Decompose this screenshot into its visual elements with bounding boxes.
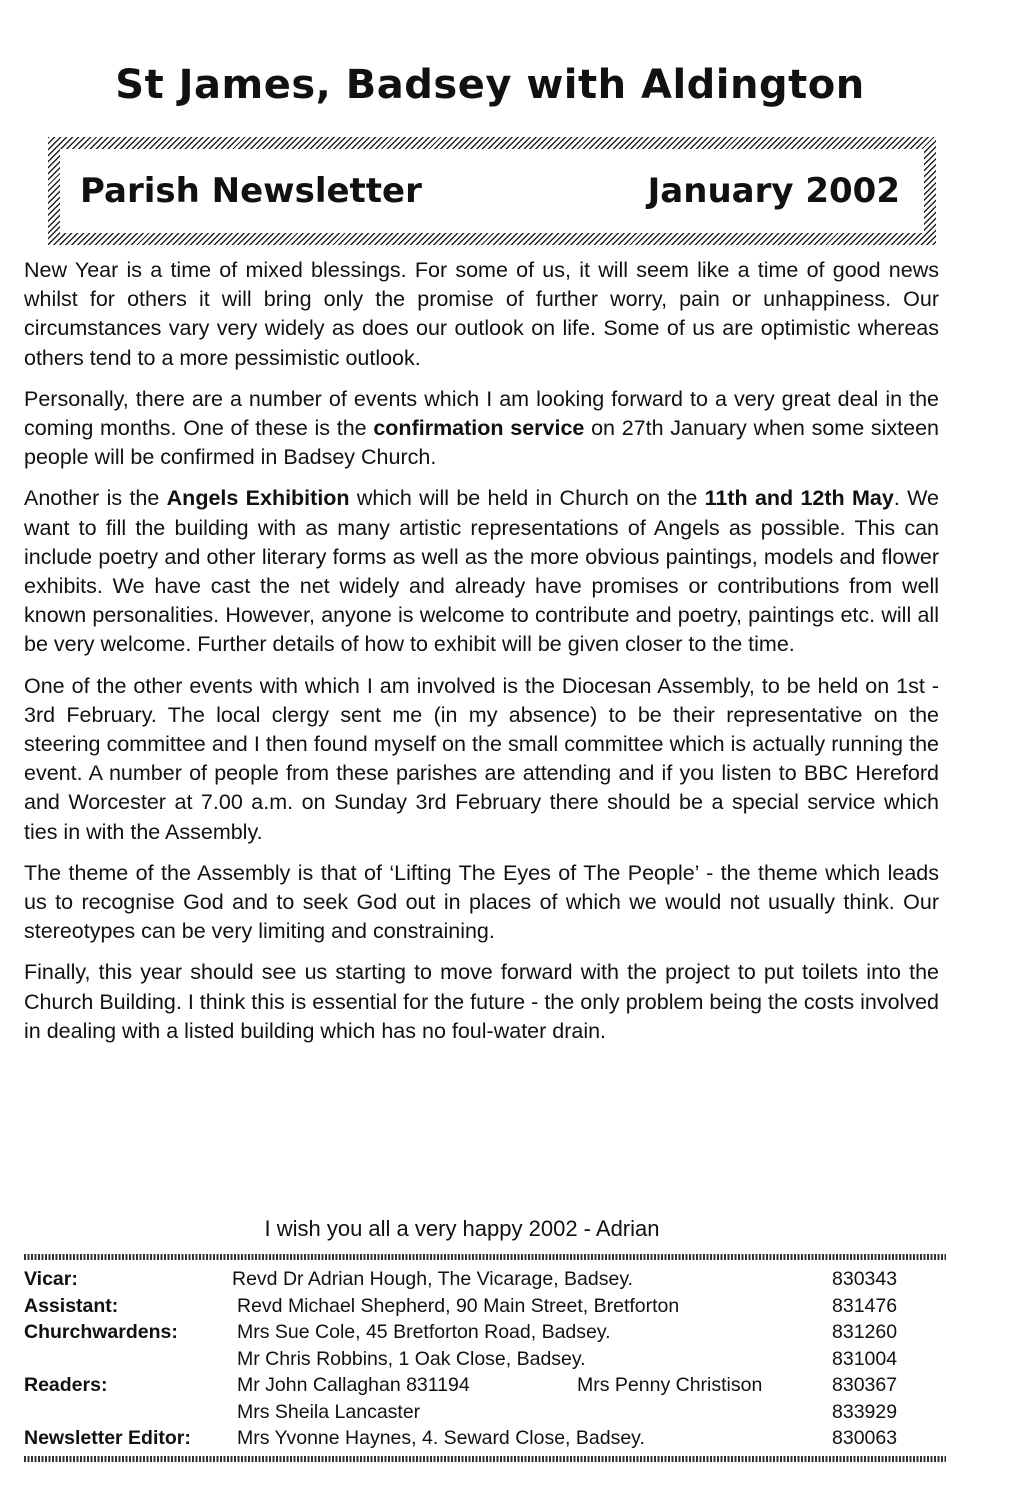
sign-off: I wish you all a very happy 2002 - Adrian xyxy=(264,1216,660,1241)
bold-confirmation-service: confirmation service xyxy=(373,416,585,441)
contact-name: Mrs Sue Cole, 45 Bretforton Road, Badsey. xyxy=(237,1321,611,1343)
contact-row-reader xyxy=(24,1399,924,1426)
contact-row-churchwarden xyxy=(24,1319,924,1346)
role-label: Vicar: xyxy=(24,1268,78,1290)
paragraph-toilets-project: Finally, this year should see us starting to move forward with the project to put toilets into the Church Building. I think this is essential for the future - the only problem being the costs involved in dealing with a listed building which has no foul-water drain. xyxy=(24,960,939,1043)
banner-inner xyxy=(60,149,924,233)
text-run: which will be held in Church on the xyxy=(349,486,705,511)
letter-body xyxy=(24,256,939,1058)
bold-angels-exhibition: Angels Exhibition xyxy=(166,486,350,511)
divider-top xyxy=(24,1254,946,1260)
page-title: St James, Badsey with Aldington xyxy=(115,62,865,108)
bold-exhibition-dates: 11th and 12th May xyxy=(704,486,894,511)
contact-phone: 830367 xyxy=(832,1374,898,1396)
text-run: on 27th January when some sixteen people will be confirmed in Badsey Church. xyxy=(24,416,940,470)
contact-row-vicar xyxy=(24,1266,924,1293)
role-label: Readers: xyxy=(24,1374,108,1396)
contact-phone: 830343 xyxy=(832,1268,898,1290)
contact-name-secondary: Mrs Penny Christison xyxy=(577,1374,763,1396)
contact-phone: 831260 xyxy=(832,1321,898,1343)
text-run: . We want to fill the building with as many artistic representations of Angels as possible. This can include poetry and other literary forms as well as the more obvious paintings, models and flower exhibits. We have cast the net widely and already have promises or contributions from well known personalities. However, anyone is welcome to contribute and poetry, paintings etc. will all be very welcome. Further details of how to exhibit will be given closer to the time. xyxy=(24,486,939,657)
divider-bottom xyxy=(24,1456,946,1462)
contact-name: Mrs Sheila Lancaster xyxy=(237,1400,421,1423)
contact-phone: 831004 xyxy=(832,1347,898,1370)
contact-row-assistant xyxy=(24,1293,924,1320)
banner-date: January 2002 xyxy=(647,171,900,211)
contact-phone: 830063 xyxy=(832,1427,898,1449)
role-label: Churchwardens: xyxy=(24,1321,178,1343)
paragraph-angels-exhibition xyxy=(24,484,939,659)
contact-row-readers xyxy=(24,1372,924,1399)
contacts-table xyxy=(24,1266,924,1452)
paragraph-diocesan-assembly: One of the other events with which I am involved is the Diocesan Assembly, to be held on 1st - 3rd February. The local clergy sent me (in my absence) to be their representative on the steering committee and I then found myself on the small committee which is actually running the event. A number of people from these parishes are attending and if you listen to BBC Hereford and Worcester at 7.00 a.m. on Sunday 3rd February there should be a special service which ties in with the Assembly. xyxy=(24,673,939,844)
contact-name: Mr Chris Robbins, 1 Oak Close, Badsey. xyxy=(237,1347,586,1370)
role-label: Newsletter Editor: xyxy=(24,1427,191,1449)
banner-newsletter-label: Parish Newsletter xyxy=(80,171,422,211)
contact-row-churchwarden xyxy=(24,1346,924,1373)
paragraph-new-year: New Year is a time of mixed blessings. For some of us, it will seem like a time of good news whilst for others it will bring only the promise of further worry, pain or unhappiness. Our circumstances vary very widely as does our outlook on life. Some of us are optimistic whereas others tend to a more pessimistic outlook. xyxy=(24,258,939,370)
contact-name: Mrs Yvonne Haynes, 4. Seward Close, Badsey. xyxy=(237,1427,645,1449)
paragraph-assembly-theme: The theme of the Assembly is that of ‘Lifting The Eyes of The People’ - the theme which leads us to recognise God and to seek God out in places of which we would not usually think. Our stereotypes can be very limiting and constraining. xyxy=(24,860,939,944)
contact-name: Mr John Callaghan 831194 xyxy=(237,1374,470,1396)
text-run: Personally, there are a number of events which I am looking forward to a very great deal in the coming months. One of these is the xyxy=(24,386,939,441)
contact-name: Revd Michael Shepherd, 90 Main Street, Bretforton xyxy=(237,1294,680,1317)
contact-phone: 831476 xyxy=(832,1294,898,1317)
contact-name: Revd Dr Adrian Hough, The Vicarage, Badsey. xyxy=(232,1268,634,1290)
role-label: Assistant: xyxy=(24,1294,119,1317)
contact-row-editor xyxy=(24,1425,924,1452)
contact-phone: 833929 xyxy=(832,1400,898,1423)
newsletter-banner xyxy=(48,137,936,245)
paragraph-confirmation xyxy=(24,385,939,473)
text-run: Another is the xyxy=(24,486,167,511)
